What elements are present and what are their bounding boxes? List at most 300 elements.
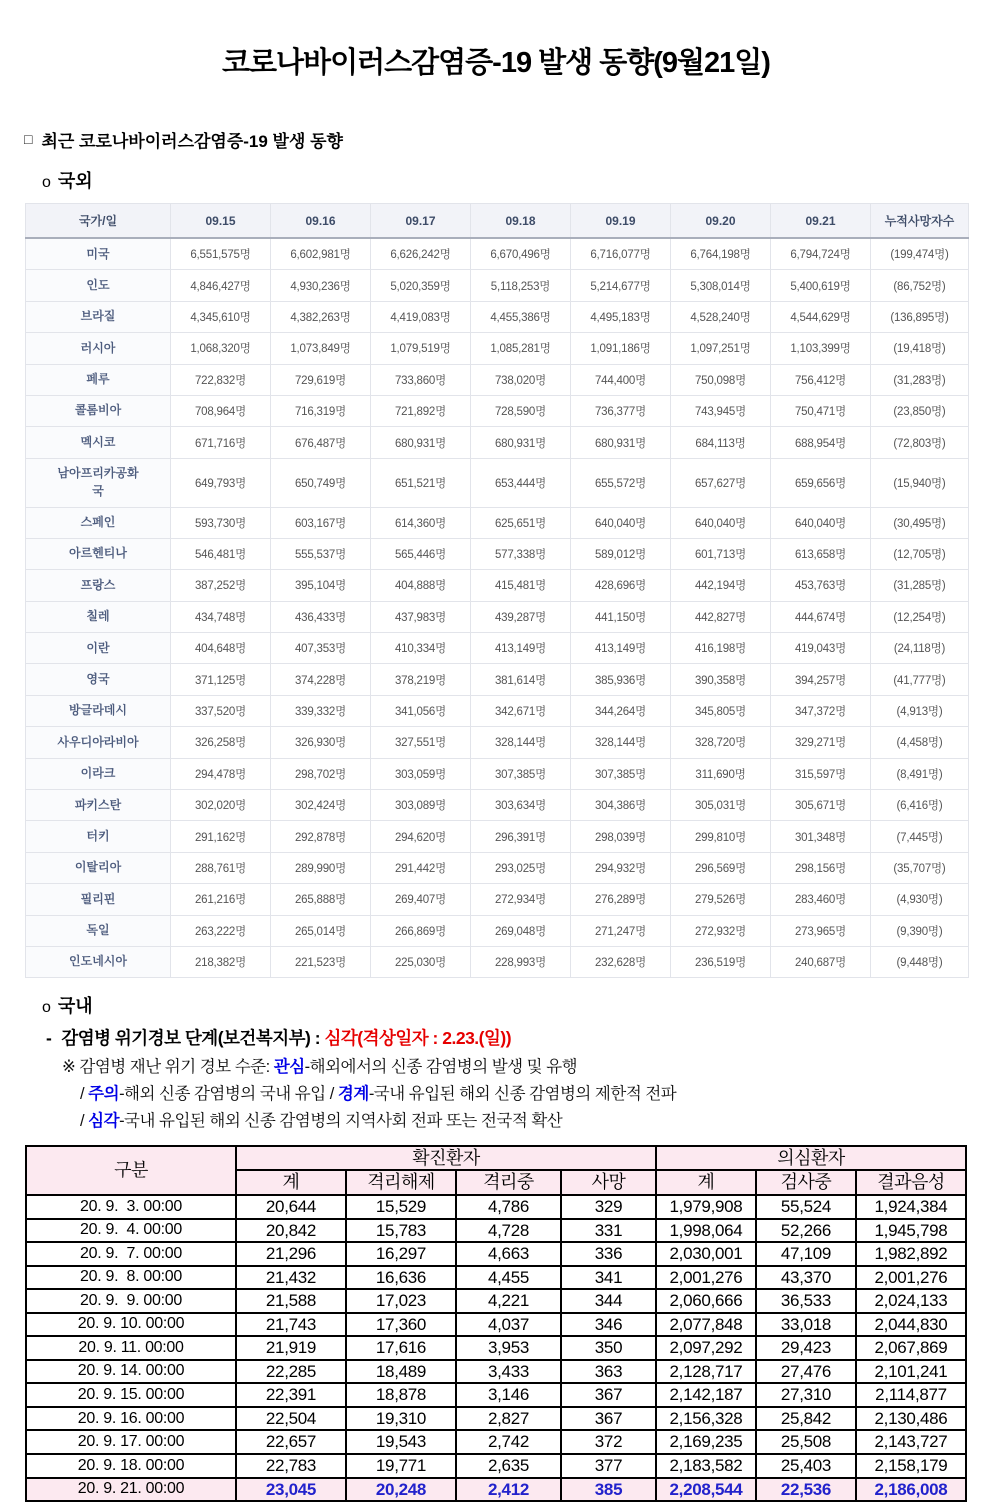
overseas-table-row	[26, 727, 969, 758]
case-count-cell: 6,716,077명	[571, 238, 671, 270]
case-count-cell: 221,523명	[271, 946, 371, 977]
stat-value-cell: 367	[561, 1407, 656, 1431]
case-count-cell: 738,020명	[471, 364, 571, 395]
case-count-cell: 378,219명	[371, 664, 471, 695]
stat-value-cell: 47,109	[756, 1242, 856, 1266]
country-name-cell	[26, 852, 171, 883]
case-count-cell: 305,031명	[671, 790, 771, 821]
case-count-cell: 1,073,849명	[271, 333, 371, 364]
case-count-cell: 328,720명	[671, 727, 771, 758]
report-datetime-cell: 20. 9. 7. 00:00	[26, 1242, 236, 1266]
case-count-cell: 750,471명	[771, 395, 871, 426]
case-count-cell: 303,089명	[371, 790, 471, 821]
stat-value-cell: 363	[561, 1360, 656, 1384]
stat-value-cell: 17,023	[346, 1289, 456, 1313]
case-count-cell: 292,878명	[271, 821, 371, 852]
country-name-cell	[26, 458, 171, 507]
case-count-cell: 728,590명	[471, 395, 571, 426]
overseas-column-header: 09.20	[671, 204, 771, 239]
case-count-cell: (4,458명)	[871, 727, 969, 758]
case-count-cell: 218,382명	[171, 946, 271, 977]
case-count-cell: 407,353명	[271, 633, 371, 664]
case-count-cell: 1,103,399명	[771, 333, 871, 364]
stat-value-cell: 19,310	[346, 1407, 456, 1431]
country-name-cell	[26, 821, 171, 852]
case-count-cell: 6,626,242명	[371, 238, 471, 270]
case-count-cell: 374,228명	[271, 664, 371, 695]
stat-value-cell: 2,044,830	[856, 1313, 966, 1337]
case-count-cell: 441,150명	[571, 601, 671, 632]
case-count-cell: 307,385명	[471, 758, 571, 789]
case-count-cell: 1,097,251명	[671, 333, 771, 364]
country-name: 터키	[86, 828, 110, 843]
case-count-cell: (35,707명)	[871, 852, 969, 883]
case-count-cell: 428,696명	[571, 570, 671, 601]
case-count-cell: (23,850명)	[871, 395, 969, 426]
sub-column-header: 격리해제	[346, 1170, 456, 1195]
case-count-cell: 307,385명	[571, 758, 671, 789]
stat-value-cell: 55,524	[756, 1195, 856, 1219]
case-count-cell: 225,030명	[371, 946, 471, 977]
corner-header: 구분	[26, 1146, 236, 1195]
country-name: 영국	[86, 671, 110, 686]
case-count-cell: 625,651명	[471, 507, 571, 538]
country-name: 인도네시아	[69, 954, 127, 969]
country-name-cell	[26, 427, 171, 458]
stat-value-cell: 20,644	[236, 1195, 346, 1219]
stat-value-cell: 2,024,133	[856, 1289, 966, 1313]
stat-value-cell: 22,391	[236, 1383, 346, 1407]
stat-value-cell: 21,743	[236, 1313, 346, 1337]
country-name-cell	[26, 758, 171, 789]
section-recent-trend	[24, 127, 992, 152]
country-name-cell	[26, 884, 171, 915]
subsection-overseas	[42, 167, 992, 193]
stat-value-cell: 385	[561, 1478, 656, 1502]
report-datetime-cell: 20. 9. 21. 00:00	[26, 1478, 236, 1502]
note-text: -국내 유입된 해외 신종 감염병의 제한적 전파	[368, 1085, 677, 1104]
case-count-cell: 344,264명	[571, 695, 671, 726]
case-count-cell: 261,216명	[171, 884, 271, 915]
stat-value-cell: 341	[561, 1266, 656, 1290]
overseas-column-header: 09.18	[471, 204, 571, 239]
overseas-table-row	[26, 507, 969, 538]
case-count-cell: 736,377명	[571, 395, 671, 426]
case-count-cell: 329,271명	[771, 727, 871, 758]
report-datetime-cell: 20. 9. 4. 00:00	[26, 1219, 236, 1243]
overseas-column-header: 09.15	[171, 204, 271, 239]
report-datetime-cell: 20. 9. 8. 00:00	[26, 1266, 236, 1290]
stat-value-cell: 3,953	[456, 1336, 561, 1360]
overseas-column-header: 09.19	[571, 204, 671, 239]
case-count-cell: 756,412명	[771, 364, 871, 395]
stat-value-cell: 20,842	[236, 1219, 346, 1243]
case-count-cell: 1,068,320명	[171, 333, 271, 364]
overseas-table-row	[26, 821, 969, 852]
case-count-cell: 721,892명	[371, 395, 471, 426]
report-datetime-cell: 20. 9. 18. 00:00	[26, 1454, 236, 1478]
stat-value-cell: 2,077,848	[656, 1313, 756, 1337]
case-count-cell: 5,308,014명	[671, 270, 771, 301]
overseas-table-row	[26, 852, 969, 883]
stat-value-cell: 2,143,727	[856, 1430, 966, 1454]
domestic-table-row	[26, 1336, 966, 1360]
country-name: 파키스탄	[74, 797, 122, 812]
case-count-cell: 1,079,519명	[371, 333, 471, 364]
stat-value-cell: 43,370	[756, 1266, 856, 1290]
case-count-cell: 442,194명	[671, 570, 771, 601]
group-header: 의심환자	[656, 1146, 966, 1171]
case-count-cell: (86,752명)	[871, 270, 969, 301]
case-count-cell: (31,283명)	[871, 364, 969, 395]
stat-value-cell: 2,827	[456, 1407, 561, 1431]
country-name-cell	[26, 790, 171, 821]
case-count-cell: 327,551명	[371, 727, 471, 758]
alert-level-term: 주의	[88, 1085, 120, 1104]
case-count-cell: (9,448명)	[871, 946, 969, 977]
case-count-cell: 371,125명	[171, 664, 271, 695]
stat-value-cell: 27,310	[756, 1383, 856, 1407]
case-count-cell: 4,846,427명	[171, 270, 271, 301]
case-count-cell: 269,048명	[471, 915, 571, 946]
country-name-cell	[26, 270, 171, 301]
group-header: 확진환자	[236, 1146, 656, 1171]
case-count-cell: 4,382,263명	[271, 301, 371, 332]
case-count-cell: 651,521명	[371, 458, 471, 507]
case-count-cell: 436,433명	[271, 601, 371, 632]
domestic-table-row	[26, 1289, 966, 1313]
stat-value-cell: 329	[561, 1195, 656, 1219]
stat-value-cell: 1,998,064	[656, 1219, 756, 1243]
case-count-cell: 437,983명	[371, 601, 471, 632]
case-count-cell: (12,705명)	[871, 538, 969, 569]
case-count-cell: 272,934명	[471, 884, 571, 915]
case-count-cell: 265,014명	[271, 915, 371, 946]
case-count-cell: 614,360명	[371, 507, 471, 538]
case-count-cell: 328,144명	[471, 727, 571, 758]
case-count-cell: 288,761명	[171, 852, 271, 883]
case-count-cell: (24,118명)	[871, 633, 969, 664]
case-count-cell: 1,091,186명	[571, 333, 671, 364]
case-count-cell: (199,474명)	[871, 238, 969, 270]
domestic-header-row-groups	[26, 1146, 966, 1171]
case-count-cell: 299,810명	[671, 821, 771, 852]
case-count-cell: 676,487명	[271, 427, 371, 458]
alert-note-line	[80, 1109, 992, 1134]
country-name: 브라질	[80, 309, 116, 324]
stat-value-cell: 25,403	[756, 1454, 856, 1478]
square-bullet-icon: □	[24, 130, 33, 147]
country-name-cell	[26, 570, 171, 601]
country-name: 미국	[86, 246, 110, 261]
case-count-cell: (31,285명)	[871, 570, 969, 601]
case-count-cell: 453,763명	[771, 570, 871, 601]
case-count-cell: 326,258명	[171, 727, 271, 758]
case-count-cell: 6,764,198명	[671, 238, 771, 270]
overseas-column-header: 09.16	[271, 204, 371, 239]
case-count-cell: 733,860명	[371, 364, 471, 395]
report-datetime-cell: 20. 9. 11. 00:00	[26, 1336, 236, 1360]
case-count-cell: 657,627명	[671, 458, 771, 507]
case-count-cell: 272,932명	[671, 915, 771, 946]
country-name-cell	[26, 301, 171, 332]
stat-value-cell: 25,842	[756, 1407, 856, 1431]
case-count-cell: (12,254명)	[871, 601, 969, 632]
case-count-cell: 289,990명	[271, 852, 371, 883]
case-count-cell: 6,551,575명	[171, 238, 271, 270]
case-count-cell: 684,113명	[671, 427, 771, 458]
stat-value-cell: 29,423	[756, 1336, 856, 1360]
overseas-table-row	[26, 601, 969, 632]
country-name: 필리핀	[80, 891, 116, 906]
stat-value-cell: 16,636	[346, 1266, 456, 1290]
case-count-cell: 640,040명	[671, 507, 771, 538]
case-count-cell: 283,460명	[771, 884, 871, 915]
case-count-cell: 434,748명	[171, 601, 271, 632]
stat-value-cell: 2,186,008	[856, 1478, 966, 1502]
note-text: -해외에서의 신종 감염병의 발생 및 유행	[304, 1058, 578, 1077]
stat-value-cell: 15,783	[346, 1219, 456, 1243]
case-count-cell: 4,345,610명	[171, 301, 271, 332]
case-count-cell: 294,478명	[171, 758, 271, 789]
case-count-cell: 6,670,496명	[471, 238, 571, 270]
overseas-column-header: 09.17	[371, 204, 471, 239]
case-count-cell: 341,056명	[371, 695, 471, 726]
overseas-table-row	[26, 884, 969, 915]
country-name-cell	[26, 238, 171, 270]
case-count-cell: 301,348명	[771, 821, 871, 852]
stat-value-cell: 331	[561, 1219, 656, 1243]
case-count-cell: 296,569명	[671, 852, 771, 883]
overseas-table-row	[26, 915, 969, 946]
stat-value-cell: 2,128,717	[656, 1360, 756, 1384]
case-count-cell: 555,537명	[271, 538, 371, 569]
stat-value-cell: 2,742	[456, 1430, 561, 1454]
page-title: 코로나바이러스감염증-19 발생 동향(9월21일)	[222, 47, 770, 79]
case-count-cell: 708,964명	[171, 395, 271, 426]
country-name-cell	[26, 915, 171, 946]
case-count-cell: 339,332명	[271, 695, 371, 726]
subsection-overseas-label: 국외	[57, 171, 93, 191]
case-count-cell: 381,614명	[471, 664, 571, 695]
stat-value-cell: 2,101,241	[856, 1360, 966, 1384]
case-count-cell: 444,674명	[771, 601, 871, 632]
country-name-cell	[26, 633, 171, 664]
country-name: 러시아	[80, 340, 116, 355]
stat-value-cell: 2,208,544	[656, 1478, 756, 1502]
case-count-cell: 266,869명	[371, 915, 471, 946]
case-count-cell: 565,446명	[371, 538, 471, 569]
overseas-table-row	[26, 633, 969, 664]
report-datetime-cell: 20. 9. 14. 00:00	[26, 1360, 236, 1384]
report-datetime-cell: 20. 9. 15. 00:00	[26, 1383, 236, 1407]
stat-value-cell: 2,060,666	[656, 1289, 756, 1313]
overseas-table-row	[26, 695, 969, 726]
case-count-cell: 603,167명	[271, 507, 371, 538]
country-name: 스페인	[80, 515, 116, 530]
stat-value-cell: 2,635	[456, 1454, 561, 1478]
case-count-cell: 294,932명	[571, 852, 671, 883]
domestic-table-row	[26, 1242, 966, 1266]
case-count-cell: 273,965명	[771, 915, 871, 946]
stat-value-cell: 336	[561, 1242, 656, 1266]
case-count-cell: 640,040명	[771, 507, 871, 538]
overseas-table-row	[26, 790, 969, 821]
alert-level-value: 심각(격상일자 : 2.23.(일))	[324, 1028, 512, 1049]
stat-value-cell: 27,476	[756, 1360, 856, 1384]
case-count-cell: 303,634명	[471, 790, 571, 821]
case-count-cell: 415,481명	[471, 570, 571, 601]
stat-value-cell: 1,979,908	[656, 1195, 756, 1219]
stat-value-cell: 22,504	[236, 1407, 346, 1431]
stat-value-cell: 25,508	[756, 1430, 856, 1454]
case-count-cell: 404,648명	[171, 633, 271, 664]
case-count-cell: 655,572명	[571, 458, 671, 507]
case-count-cell: 716,319명	[271, 395, 371, 426]
domestic-table-row	[26, 1313, 966, 1337]
stat-value-cell: 2,130,486	[856, 1407, 966, 1431]
section-title: 최근 코로나바이러스감염증-19 발생 동향	[41, 132, 343, 151]
country-name: 콜롬비아	[74, 403, 122, 418]
stat-value-cell: 21,296	[236, 1242, 346, 1266]
case-count-cell: 650,749명	[271, 458, 371, 507]
sub-column-header: 결과음성	[856, 1170, 966, 1195]
country-name-cell	[26, 727, 171, 758]
case-count-cell: (15,940명)	[871, 458, 969, 507]
domestic-table-row	[26, 1219, 966, 1243]
case-count-cell: 311,690명	[671, 758, 771, 789]
case-count-cell: 649,793명	[171, 458, 271, 507]
case-count-cell: 395,104명	[271, 570, 371, 601]
case-count-cell: 328,144명	[571, 727, 671, 758]
stat-value-cell: 22,285	[236, 1360, 346, 1384]
case-count-cell: (41,777명)	[871, 664, 969, 695]
stat-value-cell: 33,018	[756, 1313, 856, 1337]
case-count-cell: 413,149명	[571, 633, 671, 664]
case-count-cell: 442,827명	[671, 601, 771, 632]
case-count-cell: (19,418명)	[871, 333, 969, 364]
stat-value-cell: 372	[561, 1430, 656, 1454]
stat-value-cell: 2,412	[456, 1478, 561, 1502]
stat-value-cell: 2,156,328	[656, 1407, 756, 1431]
case-count-cell: 345,805명	[671, 695, 771, 726]
alert-note-line	[62, 1055, 992, 1080]
case-count-cell: 291,442명	[371, 852, 471, 883]
sub-column-header: 검사중	[756, 1170, 856, 1195]
report-datetime-cell: 20. 9. 3. 00:00	[26, 1195, 236, 1219]
domestic-table-row	[26, 1454, 966, 1478]
domestic-table-row	[26, 1407, 966, 1431]
case-count-cell: 271,247명	[571, 915, 671, 946]
case-count-cell: (4,930명)	[871, 884, 969, 915]
report-datetime-cell: 20. 9. 16. 00:00	[26, 1407, 236, 1431]
case-count-cell: 5,400,619명	[771, 270, 871, 301]
sub-column-header: 계	[656, 1170, 756, 1195]
case-count-cell: 653,444명	[471, 458, 571, 507]
sub-column-header: 사망	[561, 1170, 656, 1195]
case-count-cell: 589,012명	[571, 538, 671, 569]
case-count-cell: 577,338명	[471, 538, 571, 569]
note-text: -국내 유입된 해외 신종 감염병의 지역사회 전파 또는 전국적 확산	[119, 1111, 563, 1130]
case-count-cell: 296,391명	[471, 821, 571, 852]
report-datetime-cell: 20. 9. 10. 00:00	[26, 1313, 236, 1337]
stat-value-cell: 4,728	[456, 1219, 561, 1243]
case-count-cell: 385,936명	[571, 664, 671, 695]
country-name-cell	[26, 695, 171, 726]
case-count-cell: 6,602,981명	[271, 238, 371, 270]
case-count-cell: (8,491명)	[871, 758, 969, 789]
overseas-column-header: 09.21	[771, 204, 871, 239]
case-count-cell: 342,671명	[471, 695, 571, 726]
case-count-cell: 743,945명	[671, 395, 771, 426]
overseas-cases-table	[25, 203, 969, 978]
case-count-cell: 416,198명	[671, 633, 771, 664]
stat-value-cell: 1,924,384	[856, 1195, 966, 1219]
case-count-cell: 315,597명	[771, 758, 871, 789]
stat-value-cell: 4,786	[456, 1195, 561, 1219]
domestic-table-row	[26, 1266, 966, 1290]
case-count-cell: (136,895명)	[871, 301, 969, 332]
stat-value-cell: 4,037	[456, 1313, 561, 1337]
case-count-cell: 387,252명	[171, 570, 271, 601]
case-count-cell: 265,888명	[271, 884, 371, 915]
case-count-cell: 240,687명	[771, 946, 871, 977]
case-count-cell: 5,020,359명	[371, 270, 471, 301]
stat-value-cell: 2,183,582	[656, 1454, 756, 1478]
overseas-table-row	[26, 538, 969, 569]
stat-value-cell: 36,533	[756, 1289, 856, 1313]
overseas-table-row	[26, 395, 969, 426]
sub-column-header: 격리중	[456, 1170, 561, 1195]
stat-value-cell: 2,114,877	[856, 1383, 966, 1407]
case-count-cell: 5,214,677명	[571, 270, 671, 301]
country-name-cell	[26, 664, 171, 695]
stat-value-cell: 2,142,187	[656, 1383, 756, 1407]
dash-bullet: -	[46, 1028, 52, 1049]
stat-value-cell: 21,588	[236, 1289, 346, 1313]
case-count-cell: 744,400명	[571, 364, 671, 395]
stat-value-cell: 2,001,276	[856, 1266, 966, 1290]
case-count-cell: 6,794,724명	[771, 238, 871, 270]
case-count-cell: 276,289명	[571, 884, 671, 915]
stat-value-cell: 2,067,869	[856, 1336, 966, 1360]
case-count-cell: 419,043명	[771, 633, 871, 664]
case-count-cell: (72,803명)	[871, 427, 969, 458]
case-count-cell: 326,930명	[271, 727, 371, 758]
case-count-cell: 5,118,253명	[471, 270, 571, 301]
overseas-table-row	[26, 238, 969, 270]
case-count-cell: 293,025명	[471, 852, 571, 883]
case-count-cell: 302,424명	[271, 790, 371, 821]
stat-value-cell: 23,045	[236, 1478, 346, 1502]
country-name-cell	[26, 507, 171, 538]
case-count-cell: (7,445명)	[871, 821, 969, 852]
stat-value-cell: 1,945,798	[856, 1219, 966, 1243]
circle-bullet-icon: o	[42, 999, 51, 1017]
case-count-cell: 302,020명	[171, 790, 271, 821]
domestic-table-row	[26, 1430, 966, 1454]
stat-value-cell: 2,001,276	[656, 1266, 756, 1290]
country-name: 프랑스	[80, 577, 116, 592]
overseas-table-row	[26, 427, 969, 458]
covid-report-page	[0, 40, 992, 1499]
case-count-cell: 263,222명	[171, 915, 271, 946]
country-name: 독일	[86, 923, 110, 938]
alert-level-label: 감염병 위기경보 단계(보건복지부) :	[61, 1028, 325, 1049]
case-count-cell: (30,495명)	[871, 507, 969, 538]
case-count-cell: 298,039명	[571, 821, 671, 852]
case-count-cell: 439,287명	[471, 601, 571, 632]
